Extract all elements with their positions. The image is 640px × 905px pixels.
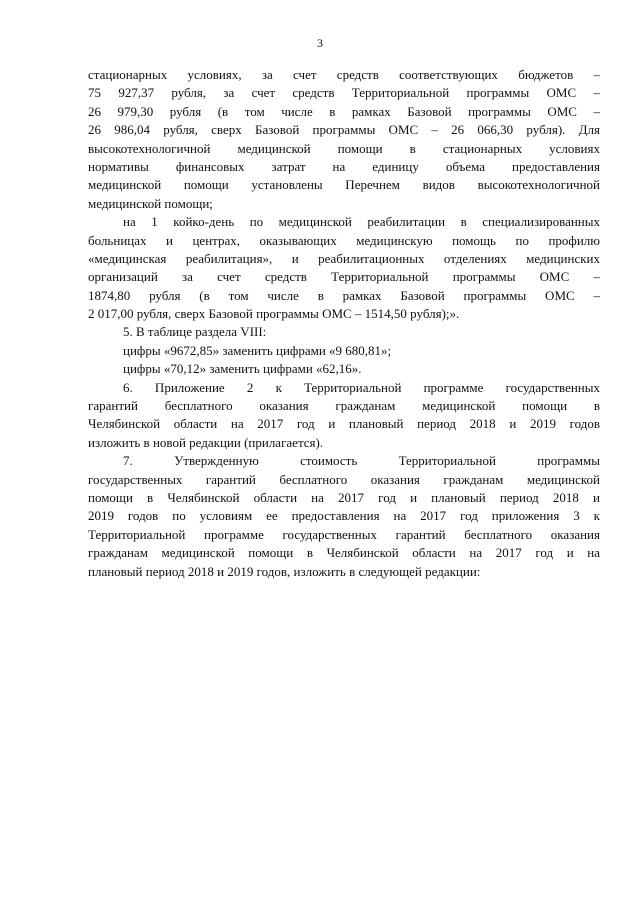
text-line: гражданам медицинской помощи в Челябинской области на 2017 год и на (88, 545, 600, 561)
text-line: 5. В таблице раздела VIII: (123, 324, 267, 340)
text-line: 2019 годов по условиям ее предоставления на 2017 год приложения 3 к (88, 508, 600, 524)
text-line: 26 979,30 рубля (в том числе в рамках Базовой программы ОМС – (88, 103, 600, 119)
text-line: 6. Приложение 2 к Территориальной программе государственных (123, 379, 600, 395)
text-line: 75 927,37 рубля, за счет средств Территориальной программы ОМС – (88, 85, 600, 101)
text-line: высокотехнологичной медицинской помощи в стационарных условиях (88, 140, 600, 156)
text-line: организаций за счет средств Территориальной программы ОМС – (88, 269, 600, 285)
text-line: помощи в Челябинской области на 2017 год и плановый период 2018 и (88, 489, 600, 505)
text-line: цифры «9672,85» заменить цифрами «9 680,81»; (123, 342, 392, 358)
text-line: 2 017,00 рубля, сверх Базовой программы ОМС – 1514,50 рубля);». (88, 306, 460, 322)
text-line: 26 986,04 рубля, сверх Базовой программы ОМС – 26 066,30 рубля). Для (88, 122, 600, 138)
text-line: цифры «70,12» заменить цифрами «62,16». (123, 361, 362, 377)
text-line: 7. Утвержденную стоимость Территориальной программы (123, 453, 600, 469)
text-line: гарантий бесплатного оказания гражданам медицинской помощи в (88, 398, 600, 414)
text-line: на 1 койко-день по медицинской реабилитации в специализированных (123, 214, 600, 230)
text-line: больницах и центрах, оказывающих медицинскую помощь по профилю (88, 232, 600, 248)
text-line: государственных гарантий бесплатного оказания гражданам медицинской (88, 471, 600, 487)
text-line: Территориальной программе государственных гарантий бесплатного оказания (88, 526, 600, 542)
document-body (88, 66, 600, 581)
text-line: нормативы финансовых затрат на единицу объема предоставления (88, 158, 600, 174)
text-line: плановый период 2018 и 2019 годов, изложить в следующей редакции: (88, 563, 481, 579)
text-line: «медицинская реабилитация», и реабилитационных отделениях медицинских (88, 250, 600, 266)
text-line: медицинской помощи установлены Перечнем видов высокотехнологичной (88, 177, 600, 193)
text-line: медицинской помощи; (88, 195, 213, 211)
text-line: 1874,80 рубля (в том числе в рамках Базовой программы ОМС – (88, 287, 600, 303)
text-line: Челябинской области на 2017 год и плановый период 2018 и 2019 годов (88, 416, 600, 432)
page-number: 3 (317, 36, 323, 50)
text-line: изложить в новой редакции (прилагается). (88, 434, 324, 450)
text-line: стационарных условиях, за счет средств соответствующих бюджетов – (88, 67, 600, 82)
